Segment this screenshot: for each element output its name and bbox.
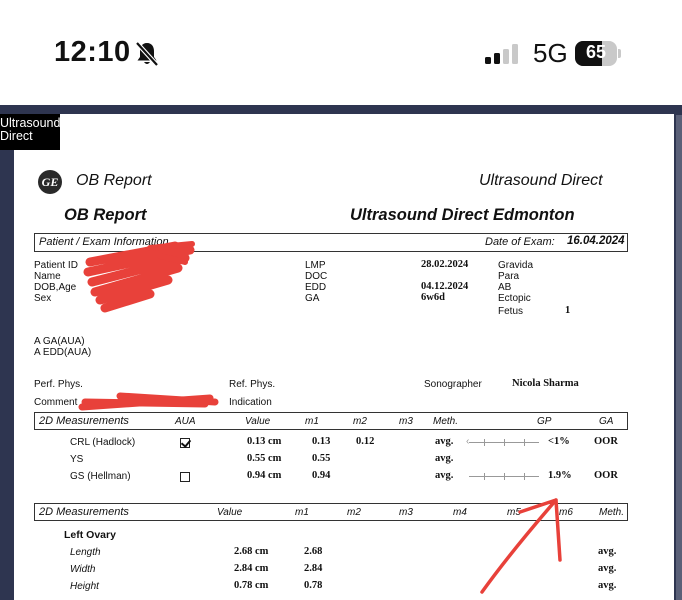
table1-col-value: Value (245, 416, 271, 427)
label-a-ga-aua: A GA(AUA) (34, 336, 85, 347)
crl-meth: avg. (435, 436, 454, 447)
table2-col-m4: m4 (453, 507, 467, 518)
label-ectopic: Ectopic (498, 293, 531, 304)
width-value: 2.84 cm (234, 563, 269, 574)
ys-value: 0.55 cm (247, 453, 282, 464)
width-m1: 2.84 (304, 563, 323, 574)
table2-row-width-name: Width (70, 564, 96, 575)
table2-col-m6: m6 (559, 507, 573, 518)
table1-row-gs-name: GS (Hellman) (70, 471, 131, 482)
label-edd: EDD (305, 282, 327, 293)
label-name: Name (34, 271, 61, 282)
crl-ga: OOR (594, 436, 618, 447)
label-a-edd-aua: A EDD(AUA) (34, 347, 92, 358)
width-meth: avg. (598, 563, 617, 574)
label-ab: AB (498, 282, 512, 293)
table2-header (34, 503, 628, 521)
ys-m1: 0.55 (312, 453, 331, 464)
edd-value: 04.12.2024 (421, 281, 469, 292)
date-of-exam: 16.04.2024 (567, 235, 625, 247)
crl-value: 0.13 cm (247, 436, 282, 447)
date-of-exam-label: Date of Exam: (485, 236, 555, 248)
table2-col-measurements: 2D Measurements (39, 506, 129, 518)
label-dob-age: DOB,Age (34, 282, 77, 293)
label-ga: GA (305, 293, 320, 304)
ge-logo-icon: GE (38, 170, 62, 194)
table2-col-m3: m3 (399, 507, 413, 518)
header-right: Ultrasound Direct (479, 172, 603, 189)
ys-meth: avg. (435, 453, 454, 464)
patient-info-box (34, 233, 628, 252)
table1-row-ys-name: YS (70, 454, 84, 465)
length-m1: 2.68 (304, 546, 323, 557)
gs-m1: 0.94 (312, 470, 331, 481)
table2-row-length-name: Length (70, 547, 101, 558)
label-perf-phys: Perf. Phys. (34, 379, 83, 390)
crl-m1: 0.13 (312, 436, 331, 447)
length-meth: avg. (598, 546, 617, 557)
crl-gp-marker: ‹ (466, 436, 470, 447)
clock: 12:10 (54, 36, 131, 68)
height-m1: 0.78 (304, 580, 323, 591)
label-ref-phys: Ref. Phys. (229, 379, 276, 390)
patient-box-label: Patient / Exam Information (39, 236, 169, 248)
label-indication: Indication (229, 397, 272, 408)
network-type: 5G (533, 38, 568, 68)
header-left: OB Report (76, 172, 152, 189)
clinic-name: Ultrasound Direct Edmonton (350, 206, 575, 224)
battery-icon (575, 41, 621, 66)
label-fetus: Fetus (498, 306, 524, 317)
table2-col-m1: m1 (295, 507, 309, 518)
label-lmp: LMP (305, 260, 326, 271)
length-value: 2.68 cm (234, 546, 269, 557)
lmp-value: 28.02.2024 (421, 259, 469, 270)
gs-value: 0.94 cm (247, 470, 282, 481)
viewer-logo (0, 114, 60, 150)
label-doc: DOC (305, 271, 328, 282)
table2-col-m5: m5 (507, 507, 521, 518)
table2-row-height-name: Height (70, 581, 99, 592)
label-patient-id: Patient ID (34, 260, 78, 271)
table1-col-ga: GA (599, 416, 614, 427)
label-comment: Comment (34, 397, 78, 408)
table1-col-measurements: 2D Measurements (39, 415, 129, 427)
label-sonographer: Sonographer (424, 379, 482, 390)
section-left-ovary: Left Ovary (64, 529, 116, 541)
ga-value: 6w6d (421, 292, 445, 303)
report-title: OB Report (64, 206, 147, 224)
crl-gp: <1% (548, 436, 570, 447)
height-value: 0.78 cm (234, 580, 269, 591)
fetus-count: 1 (565, 305, 571, 316)
table2-col-meth: Meth. (599, 507, 625, 518)
report-page (14, 114, 674, 600)
sonographer-name: Nicola Sharma (512, 378, 579, 389)
label-para: Para (498, 271, 520, 282)
table2-col-m2: m2 (347, 507, 361, 518)
table1-col-gp: GP (537, 416, 552, 427)
table2-col-value: Value (217, 507, 243, 518)
gs-meth: avg. (435, 470, 454, 481)
gs-aua-checkbox[interactable] (180, 472, 190, 482)
table1-row-crl-name: CRL (Hadlock) (70, 437, 136, 448)
table1-col-aua: AUA (175, 416, 196, 427)
table1-col-m2: m2 (353, 416, 367, 427)
gs-gp: 1.9% (548, 470, 572, 481)
battery-percent: 65 (585, 42, 607, 62)
viewer-logo-line1: Ultrasound (0, 116, 61, 130)
table1-col-m3: m3 (399, 416, 413, 427)
status-bar (0, 0, 682, 105)
table1-col-meth: Meth. (433, 416, 459, 427)
gs-ga: OOR (594, 470, 618, 481)
bell-slash-icon (133, 40, 161, 68)
crl-m2: 0.12 (356, 436, 375, 447)
label-sex: Sex (34, 293, 52, 304)
viewer-scrollbar[interactable] (676, 115, 682, 600)
table1-header (34, 412, 628, 430)
table1-col-m1: m1 (305, 416, 319, 427)
cellular-signal-icon (485, 44, 519, 64)
height-meth: avg. (598, 580, 617, 591)
crl-aua-checkbox[interactable] (180, 438, 190, 448)
viewer-logo-line2: Direct (0, 129, 33, 143)
label-gravida: Gravida (498, 260, 534, 271)
